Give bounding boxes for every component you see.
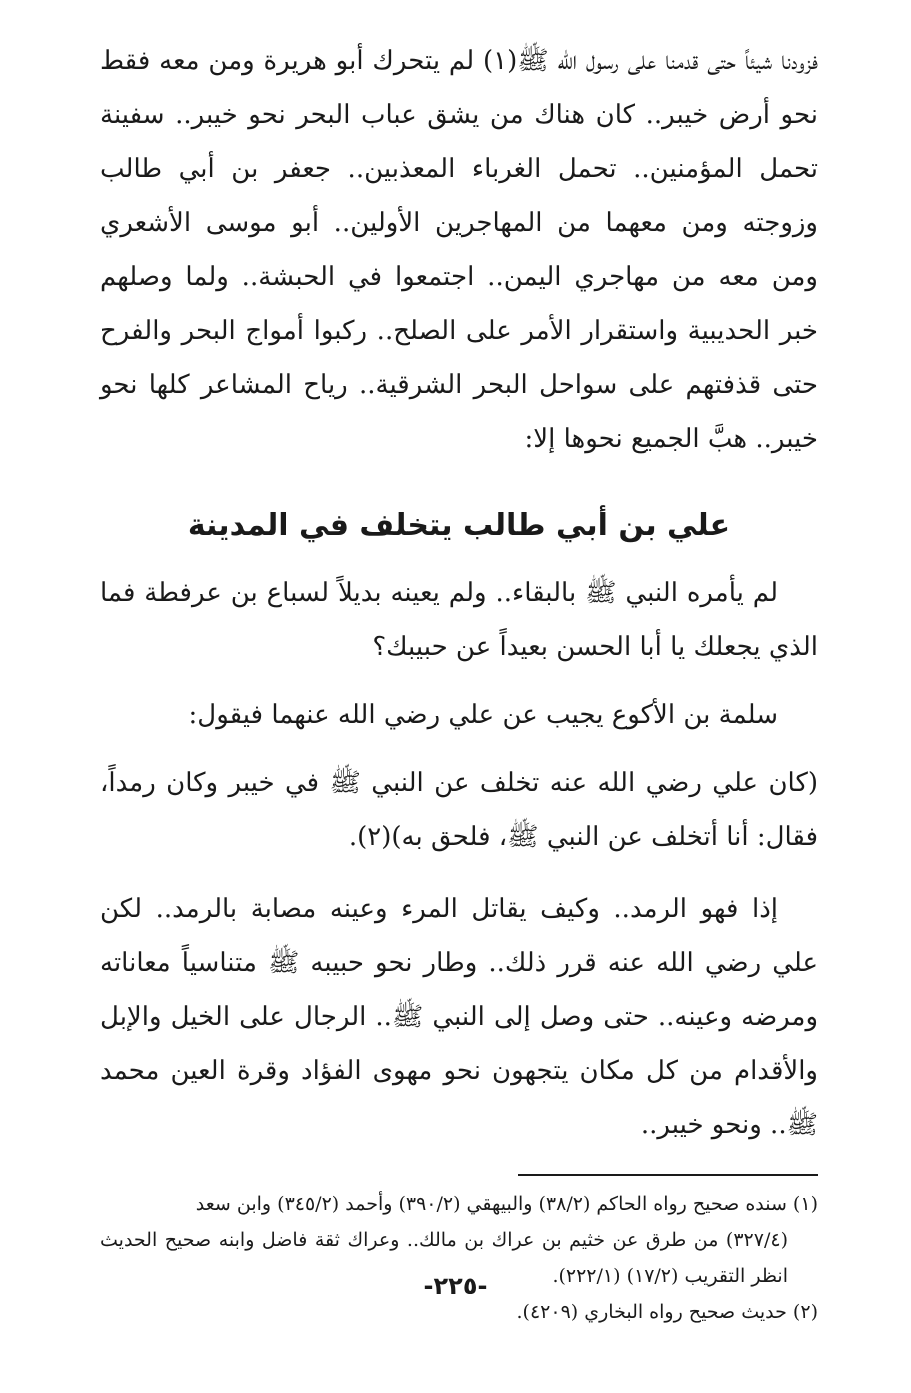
page-number: -٢٢٥- — [423, 1272, 488, 1300]
footnote-1-continuation: (٣٢٧/٤) من طرق عن خثيم بن عراك بن مالك.. وعراك ثقة فاضل وابنه صحيح الحديث انظر التقريب (١٧/٢) (٢٢٢/١). — [100, 1229, 788, 1287]
document-page — [100, 34, 818, 1354]
section-heading: علي بن أبي طالب يتخلف في المدينة — [187, 508, 731, 543]
paragraph-conclusion: إذا فهو الرمد.. وكيف يقاتل المرء وعينه مصابة بالرمد.. لكن علي رضي الله عنه قرر ذلك.. وطار نحو حبيبه ﷺ متناسياً معاناته ومرضه وعينه.. حتى وصل إلى النبي ﷺ.. الرجال على الخيل والإبل والأقدام من كل مكان يتجهون نحو مهوى الفؤاد وقرة العين محمد ﷺ.. ونحو خيبر.. — [100, 894, 818, 1140]
paragraph-question: لم يأمره النبي ﷺ بالبقاء.. ولم يعينه بديلاً لسباع بن عرفطة فما الذي يجعلك يا أبا الحسن بعيداً عن حبيبك؟ — [100, 578, 818, 662]
footnote-divider — [518, 1174, 818, 1176]
footnote-2-text: (٢) حديث صحيح رواه البخاري (٤٢٠٩). — [516, 1301, 818, 1323]
footnote-1-first-line: (١) سنده صحيح رواه الحاكم (٣٨/٢) والبيهقي (٣٩٠/٢) وأحمد (٣٤٥/٢) وابن سعد — [195, 1193, 818, 1215]
paragraph-narrator: سلمة بن الأكوع يجيب عن علي رضي الله عنهما فيقول: — [188, 700, 778, 730]
paragraph-hadith-quote: (كان علي رضي الله عنه تخلف عن النبي ﷺ في خيبر وكان رمداً، فقال: أنا أتخلف عن النبي ﷺ، فلحق به)(٢). — [100, 768, 818, 852]
paragraph-intro: فزودنا شيئاً حتى قدمنا على رسول الله ﷺ(١) لم يتحرك أبو هريرة ومن معه فقط نحو أرض خيبر.. كان هناك من يشق عباب البحر نحو خيبر.. سفينة تحمل المؤمنين.. تحمل الغرباء المعذبين.. جعفر بن أبي طالب وزوجته ومن معهما من المهاجرين الأولين.. أبو موسى الأشعري ومن معه من مهاجري اليمن.. اجتمعوا في الحبشة.. ولما وصلهم خبر الحديبية واستقرار الأمر على الصلح.. ركبوا أمواج البحر والفرح حتى قذفتهم على سواحل البحر الشرقية.. رياح المشاعر كلها نحو خيبر.. هبَّ الجميع نحوها إلا: — [100, 46, 818, 454]
